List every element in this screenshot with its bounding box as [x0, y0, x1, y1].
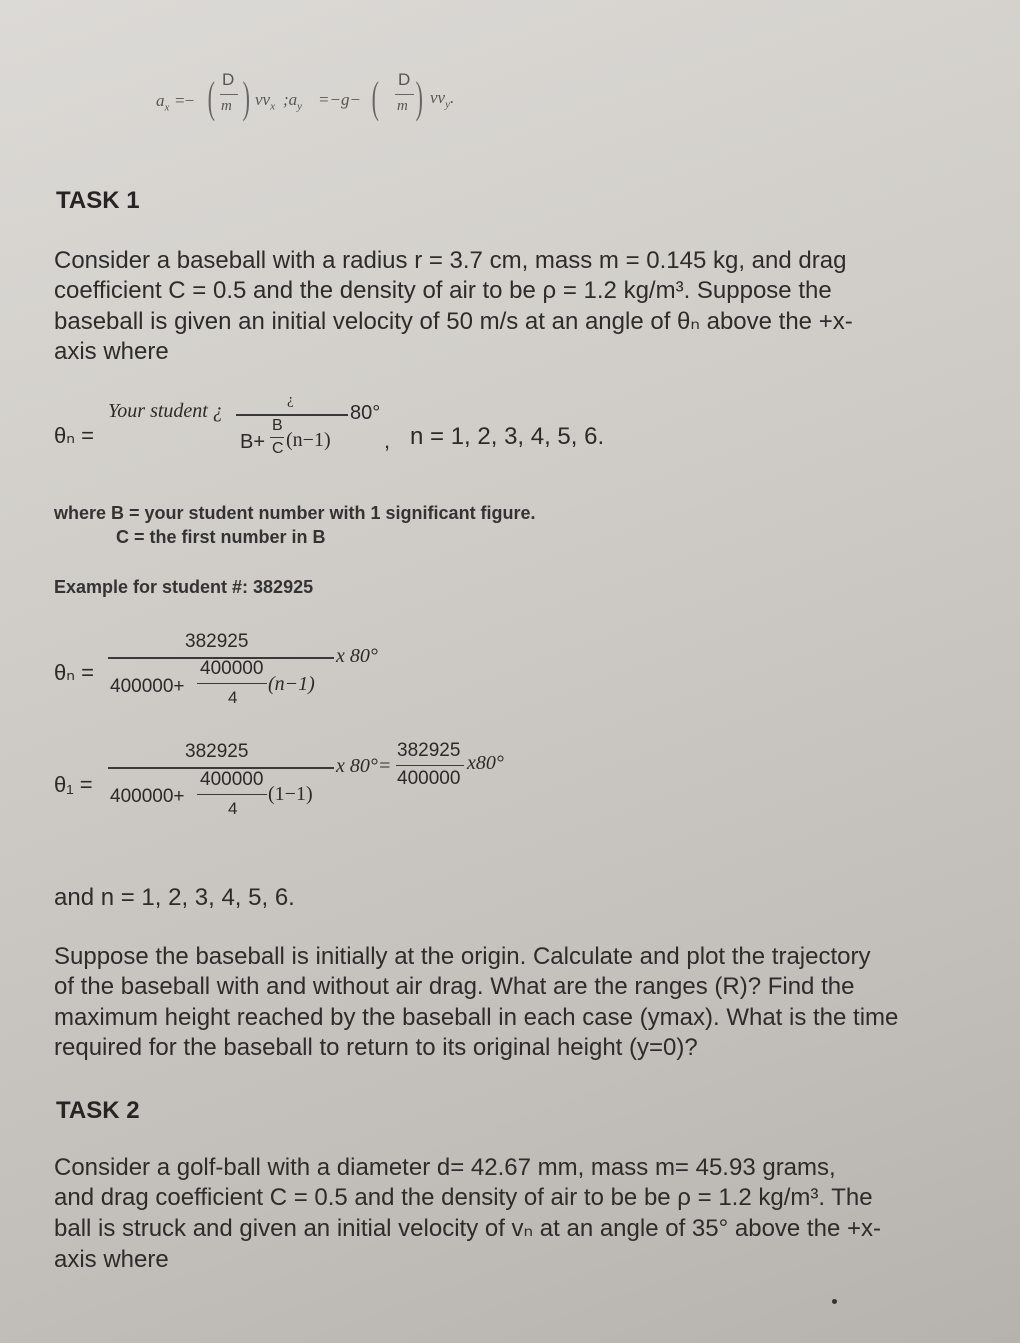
eq-vvy: $vv_y$.	[430, 88, 455, 111]
formula-denom-tail: (n−1)	[286, 429, 331, 451]
task1-question-line: of the baseball with and without air drag. What are the ranges (R)? Find the	[54, 973, 855, 1000]
example2-times: x 80°=	[336, 755, 392, 777]
paren-right-1: )	[242, 73, 250, 122]
example1-denom-left: 400000+	[110, 676, 185, 697]
eq-D2: D	[398, 70, 411, 89]
formula-n-values: n = 1, 2, 3, 4, 5, 6.	[410, 423, 605, 450]
task1-question-line: required for the baseball to return to its original height (y=0)?	[54, 1034, 698, 1061]
example2-denom-left: 400000+	[110, 786, 185, 807]
task1-intro-line: baseball is given an initial velocity of 50 m/s at an angle of θₙ above the +x-	[54, 308, 853, 335]
example-label: Example for student #: 382925	[54, 577, 314, 597]
paren-right-2: )	[415, 73, 423, 122]
eq-D: D	[222, 70, 235, 89]
example2-result-den: 400000	[397, 768, 461, 789]
paren-left-2: (	[371, 73, 379, 122]
task1-heading: TASK 1	[56, 187, 140, 214]
task2-intro-line: ball is struck and given an initial velocity of vₙ at an angle of 35° above the +x-	[54, 1215, 881, 1242]
formula-numerator-mark: ¿	[287, 392, 294, 408]
example1-inner-den: 4	[228, 688, 238, 707]
example1-theta: θₙ =	[54, 660, 94, 685]
eq-minus: =−	[175, 91, 195, 110]
example1-tail: (n−1)	[268, 673, 315, 695]
example2-theta: θ₁ =	[54, 772, 93, 797]
example2-result-num: 382925	[397, 740, 461, 761]
task1-intro-line: Consider a baseball with a radius r = 3.7 cm, mass m = 0.145 kg, and drag	[54, 247, 847, 274]
task1-question-line: Suppose the baseball is initially at the origin. Calculate and plot the trajectory	[54, 943, 871, 970]
formula-inner-den: C	[272, 440, 284, 457]
task1-intro-line: axis where	[54, 338, 169, 365]
formula-80deg: 80°	[350, 402, 381, 424]
example2-inner-num: 400000	[200, 769, 264, 790]
example2-inner-den: 4	[228, 799, 238, 818]
example2-numerator: 382925	[185, 741, 249, 762]
formula-inner-num: B	[272, 417, 283, 434]
task2-intro-line: Consider a golf-ball with a diameter d= 42.67 mm, mass m= 45.93 grams,	[54, 1154, 836, 1181]
example1-numerator: 382925	[185, 631, 249, 652]
where-line-2: C = the first number in B	[116, 527, 326, 547]
task2-intro-line: axis where	[54, 1246, 169, 1273]
formula-denom-B: B+	[240, 431, 266, 453]
task1-intro-line: coefficient C = 0.5 and the density of air to be ρ = 1.2 kg/m³. Suppose the	[54, 277, 832, 304]
paren-left-1: (	[207, 73, 215, 122]
formula-comma: ,	[384, 428, 391, 453]
task1-question-line: maximum height reached by the baseball in each case (ymax). What is the time	[54, 1004, 899, 1031]
example1-inner-num: 400000	[200, 658, 264, 679]
theta-n-label: θₙ =	[54, 423, 94, 448]
task2-heading: TASK 2	[56, 1097, 140, 1124]
eq-m2: m	[397, 98, 408, 114]
example2-tail: (1−1)	[268, 783, 313, 805]
and-n-line: and n = 1, 2, 3, 4, 5, 6.	[54, 884, 295, 911]
eq-vvx: $vv_x$	[255, 90, 275, 113]
example2-result-times: x80°	[467, 752, 504, 774]
eq-ax: $a_x$	[156, 91, 170, 114]
speck-dot	[832, 1299, 837, 1304]
where-line-1: where B = your student number with 1 significant figure.	[54, 503, 536, 523]
eq-g: =−g−	[318, 90, 361, 109]
formula-numerator: Your student ¿	[108, 400, 223, 422]
eq-m: m	[221, 98, 232, 114]
eq-ay: $;a_y$	[283, 90, 303, 113]
example1-times: x 80°	[336, 645, 378, 667]
task2-intro-line: and drag coefficient C = 0.5 and the density of air to be be ρ = 1.2 kg/m³. The	[54, 1184, 873, 1211]
